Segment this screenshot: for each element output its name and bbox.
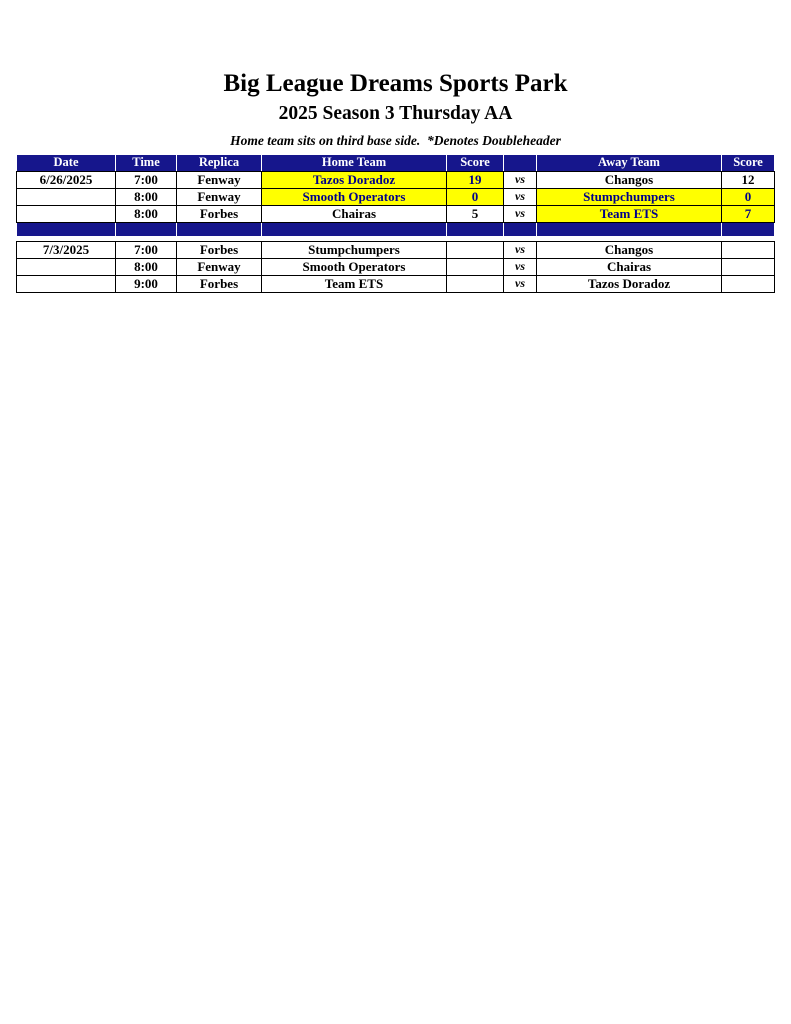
separator-cell (537, 223, 722, 237)
replica-cell: Forbes (177, 276, 262, 293)
vs-cell: vs (504, 276, 537, 293)
date-cell: 7/3/2025 (17, 242, 116, 259)
time-cell: 8:00 (116, 206, 177, 223)
time-cell: 9:00 (116, 276, 177, 293)
vs-cell: vs (504, 259, 537, 276)
col-header-vs (504, 155, 537, 172)
table-row (17, 242, 775, 259)
time-cell: 7:00 (116, 242, 177, 259)
away-score-cell: 7 (722, 206, 775, 223)
home-team-cell: Chairas (262, 206, 447, 223)
separator-row (17, 223, 775, 237)
table-row (17, 276, 775, 293)
document-header (0, 0, 791, 149)
separator-cell (722, 223, 775, 237)
away-score-cell (722, 276, 775, 293)
replica-cell: Fenway (177, 172, 262, 189)
table-row (17, 189, 775, 206)
home-team-cell: Stumpchumpers (262, 242, 447, 259)
away-team-cell: Changos (537, 172, 722, 189)
table-row (17, 259, 775, 276)
separator-cell (17, 223, 116, 237)
replica-cell: Fenway (177, 259, 262, 276)
replica-cell: Fenway (177, 189, 262, 206)
away-team-cell: Stumpchumpers (537, 189, 722, 206)
date-cell: 6/26/2025 (17, 172, 116, 189)
table-row (17, 172, 775, 189)
away-score-cell: 12 (722, 172, 775, 189)
away-score-cell: 0 (722, 189, 775, 206)
time-cell: 8:00 (116, 259, 177, 276)
col-header-away-score: Score (722, 155, 775, 172)
home-score-cell (447, 276, 504, 293)
separator-cell (262, 223, 447, 237)
col-header-home-team: Home Team (262, 155, 447, 172)
home-score-cell (447, 242, 504, 259)
home-team-note: Home team sits on third base side. *Denotes Doubleheader (230, 133, 561, 148)
home-score-cell (447, 259, 504, 276)
away-team-cell: Tazos Doradoz (537, 276, 722, 293)
header-row (17, 155, 775, 172)
away-score-cell (722, 259, 775, 276)
col-header-date: Date (17, 155, 116, 172)
home-team-cell: Team ETS (262, 276, 447, 293)
table-row (17, 206, 775, 223)
home-team-cell: Tazos Doradoz (262, 172, 447, 189)
replica-cell: Forbes (177, 242, 262, 259)
separator-cell (177, 223, 262, 237)
home-team-cell: Smooth Operators (262, 259, 447, 276)
date-cell (17, 206, 116, 223)
away-team-cell: Chairas (537, 259, 722, 276)
date-cell (17, 276, 116, 293)
home-score-cell: 19 (447, 172, 504, 189)
time-cell: 7:00 (116, 172, 177, 189)
home-score-cell: 5 (447, 206, 504, 223)
col-header-home-score: Score (447, 155, 504, 172)
away-team-cell: Team ETS (537, 206, 722, 223)
date-cell (17, 259, 116, 276)
home-team-cell: Smooth Operators (262, 189, 447, 206)
replica-cell: Forbes (177, 206, 262, 223)
col-header-away-team: Away Team (537, 155, 722, 172)
vs-cell: vs (504, 172, 537, 189)
time-cell: 8:00 (116, 189, 177, 206)
away-score-cell (722, 242, 775, 259)
col-header-time: Time (116, 155, 177, 172)
date-cell (17, 189, 116, 206)
home-score-cell: 0 (447, 189, 504, 206)
separator-cell (504, 223, 537, 237)
vs-cell: vs (504, 206, 537, 223)
page-subtitle: 2025 Season 3 Thursday AA (278, 103, 513, 124)
vs-cell: vs (504, 242, 537, 259)
vs-cell: vs (504, 189, 537, 206)
away-team-cell: Changos (537, 242, 722, 259)
separator-cell (116, 223, 177, 237)
col-header-replica: Replica (177, 155, 262, 172)
schedule-table (16, 155, 775, 293)
separator-cell (447, 223, 504, 237)
page-title: Big League Dreams Sports Park (223, 70, 568, 97)
